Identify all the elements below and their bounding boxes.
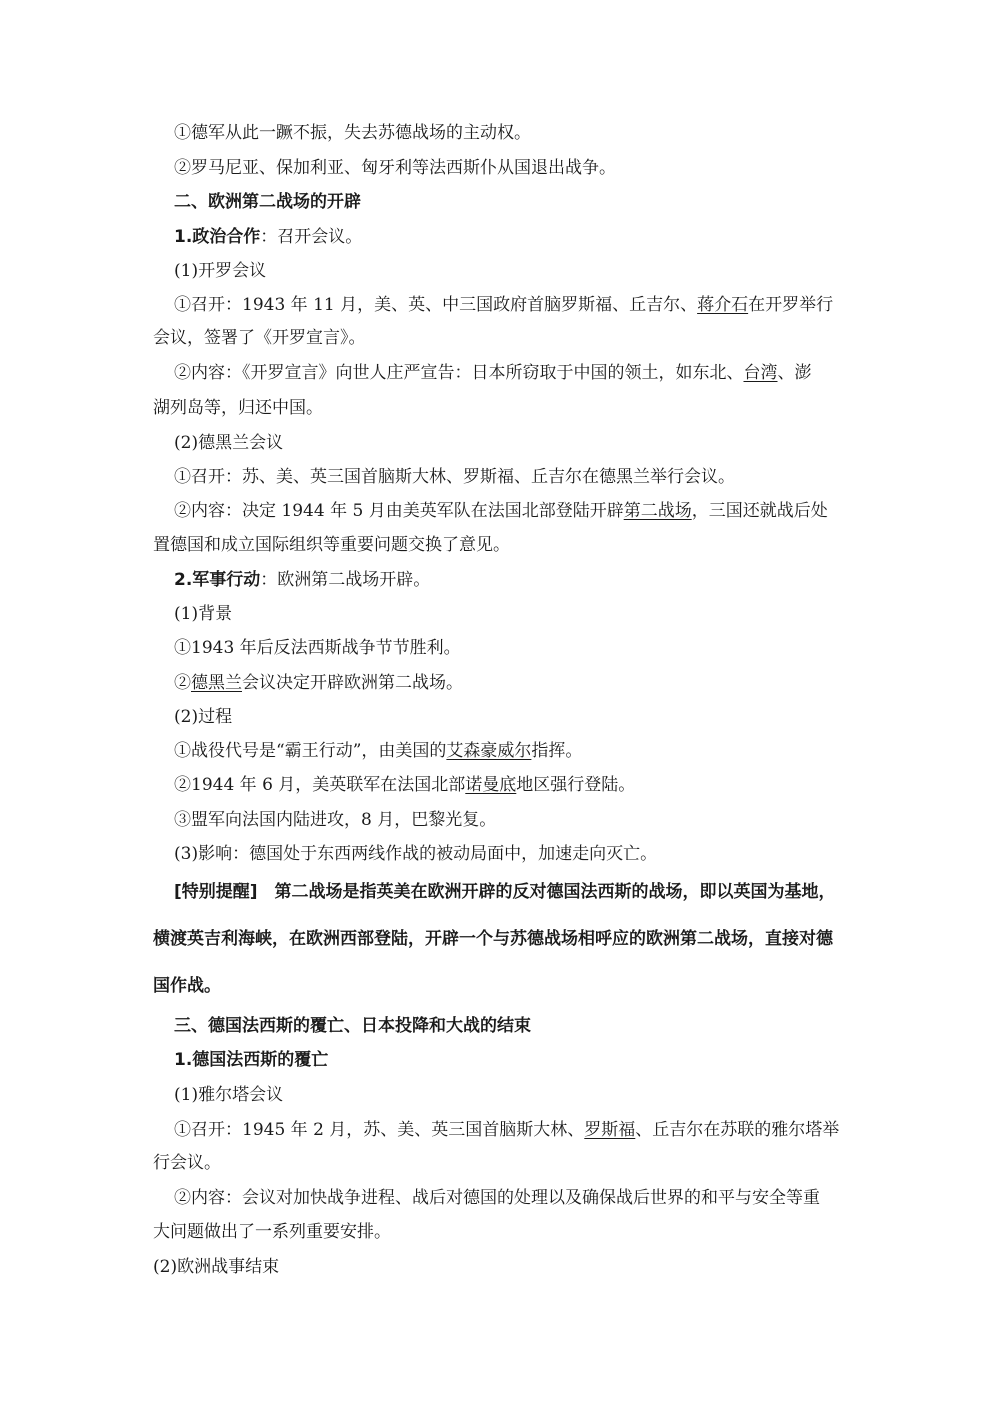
text-line [0,808,1000,832]
text: (2)欧洲战事结束 [153,1257,280,1277]
text-line [0,1083,1000,1107]
text: 会议决定开辟欧洲第二战场。 [242,673,463,693]
text-line [0,293,1000,317]
text-line [0,499,1000,523]
text: ② [174,673,191,693]
text: (3)影响：德国处于东西两线作战的被动局面中，加速走向灭亡。 [174,844,658,864]
text-line [0,326,1000,350]
text-line [0,705,1000,729]
text: (2)德黑兰会议 [174,433,284,453]
text: ，三国还就战后处 [691,501,828,521]
text-line [0,1186,1000,1210]
special-note [0,927,1000,951]
text: ：召开会议。 [260,227,363,247]
text-line [0,602,1000,626]
text: ②内容：会议对加快战争进程、战后对德国的处理以及确保战后世界的和平与安全等重 [174,1188,820,1208]
underlined-keyword: 台湾 [743,363,778,383]
text: 、澎 [777,363,812,383]
text-line [0,568,1000,592]
text-line [0,259,1000,283]
text: ①召开：1943 年 11 月，美、英、中三国政府首脑罗斯福、丘吉尔、 [174,295,698,315]
text: ①战役代号是“霸王行动”，由美国的 [174,741,447,761]
text-line [0,636,1000,660]
text: (1)背景 [174,604,233,624]
text-line [0,842,1000,866]
subheading-label: 1.政治合作 [174,227,261,247]
text: ①德军从此一蹶不振，失去苏德战场的主动权。 [174,123,531,143]
text-line [0,361,1000,385]
text: ①召开：苏、美、英三国首脑斯大林、罗斯福、丘吉尔在德黑兰举行会议。 [174,467,735,487]
underlined-keyword: 罗斯福 [584,1120,636,1140]
text: (2)过程 [174,707,233,727]
underlined-keyword: 蒋介石 [697,295,749,315]
text: 行会议。 [153,1153,221,1173]
text: 指挥。 [531,741,583,761]
text: ②1944 年 6 月，美英联军在法国北部 [174,775,466,795]
text: 湖列岛等，归还中国。 [153,398,323,418]
text: ②罗马尼亚、保加利亚、匈牙利等法西斯仆从国退出战争。 [174,158,616,178]
text: 三、德国法西斯的覆亡、日本投降和大战的结束 [174,1016,531,1036]
text: (1)开罗会议 [174,261,267,281]
text: 地区强行登陆。 [516,775,636,795]
text: 国作战。 [153,976,221,996]
text: 二、欧洲第二战场的开辟 [174,192,361,212]
special-note [0,974,1000,998]
text-line [0,1151,1000,1175]
text: ①1943 年后反法西斯战争节节胜利。 [174,638,461,658]
underlined-keyword: 德黑兰 [191,673,242,693]
text-line [0,739,1000,763]
text-line [0,396,1000,420]
text-line [0,431,1000,455]
text-line [0,1118,1000,1142]
text: ②内容：《开罗宣言》向世人庄严宣告：日本所窃取于中国的领土，如东北、 [174,363,744,383]
text: ②内容：决定 1944 年 5 月由美英军队在法国北部登陆开辟 [174,501,624,521]
text-line [0,1220,1000,1244]
text: 置德国和成立国际组织等重要问题交换了意见。 [153,535,510,555]
subheading [0,1048,1000,1072]
text-line [0,465,1000,489]
text: 在开罗举行 [748,295,834,315]
text: ①召开：1945 年 2 月，苏、美、英三国首脑斯大林、 [174,1120,585,1140]
text-line [0,156,1000,180]
text-line [0,225,1000,249]
text: ③盟军向法国内陆进攻，8 月，巴黎光复。 [174,810,497,830]
special-note [0,880,1000,904]
text: 会议，签署了《开罗宣言》。 [153,328,366,348]
text: (1)雅尔塔会议 [174,1085,284,1105]
text: 1.德国法西斯的覆亡 [174,1050,329,1070]
text-line [0,1255,1000,1279]
text: 、丘吉尔在苏联的雅尔塔举 [635,1120,840,1140]
text-line [0,121,1000,145]
text: ：欧洲第二战场开辟。 [260,570,431,590]
text-line [0,533,1000,557]
underlined-keyword: 第二战场 [623,501,692,521]
text: [特别提醒] 第二战场是指英美在欧洲开辟的反对德国法西斯的战场，即以英国为基地， [174,882,836,902]
subheading-label: 2.军事行动 [174,570,261,590]
text-line [0,773,1000,797]
underlined-keyword: 艾森豪威尔 [446,741,532,761]
underlined-keyword: 诺曼底 [465,775,517,795]
text-line [0,671,1000,695]
section-heading [0,190,1000,214]
section-heading [0,1014,1000,1038]
text: 大问题做出了一系列重要安排。 [153,1222,391,1242]
text: 横渡英吉利海峡，在欧洲西部登陆，开辟一个与苏德战场相呼应的欧洲第二战场，直接对德 [153,929,833,949]
